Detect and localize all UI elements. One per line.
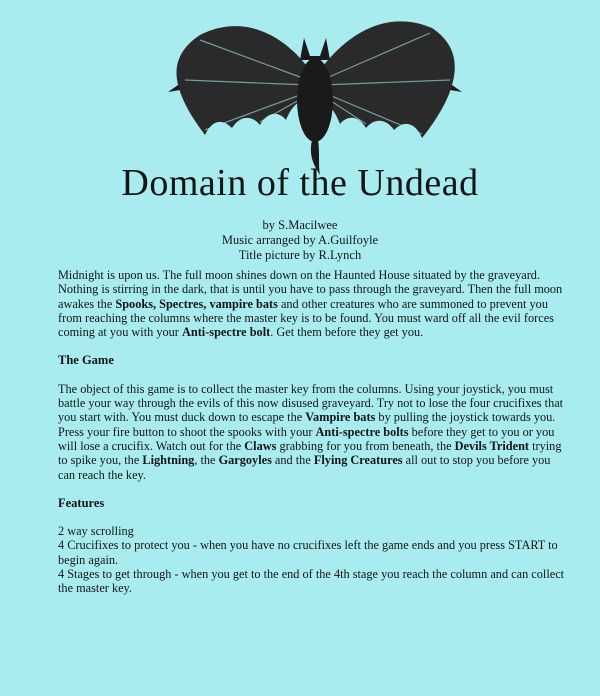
feature-item: 4 Crucifixes to protect you - when you have no crucifixes left the game ends and you press START to begin again. [58, 538, 558, 567]
credit-picture: Title picture by R.Lynch [238, 248, 362, 262]
feature-item: 4 Stages to get through - when you get to the end of the 4th stage you reach the column and can collect the master key. [58, 567, 565, 596]
credits [0, 218, 600, 263]
game-heading: The Game [58, 353, 114, 368]
page-title: Domain of the Undead [121, 162, 479, 204]
game-paragraph: The object of this game is to collect the master key from the columns. Using your joystick, you must battle your way through the evils of this now disused graveyard. Try not to lose the four crucifixes that you start with. You must duck down to escape the Vampire bats by pulling the joystick towards you. Press your fire button to shoot the spooks with your Anti-spectre bolts before they get to you or you will lose a crucifix. Watch out for the Claws grabbing for you from beneath, the Devils Trident trying to spike you, the Lightning, the Gargoyles and the Flying Creatures all out to stop you before you can reach the key. [58, 381, 564, 482]
bat-illustration [160, 0, 470, 178]
credit-music: Music arranged by A.Guilfoyle [221, 233, 379, 247]
instructions-body [58, 268, 570, 596]
right-wing [320, 21, 455, 138]
feature-item: 2 way scrolling [58, 524, 134, 539]
credit-author: by S.Macilwee [262, 218, 338, 232]
bat-body [297, 58, 333, 142]
features-heading: Features [58, 495, 105, 510]
intro-paragraph: Midnight is upon us. The full moon shines down on the Haunted House situated by the graveyard. Nothing is stirring in the dark, that is until you have to pass through the graveyard. Then the full moon awakes the Spooks, Spectres, vampire bats and other creatures who are summoned to prevent you from reaching the columns where the master key is to be found. You must ward off all the evil forces coming at you with your Anti-spectre bolt. Get them before they get you. [58, 268, 563, 340]
bat-head [300, 38, 330, 60]
